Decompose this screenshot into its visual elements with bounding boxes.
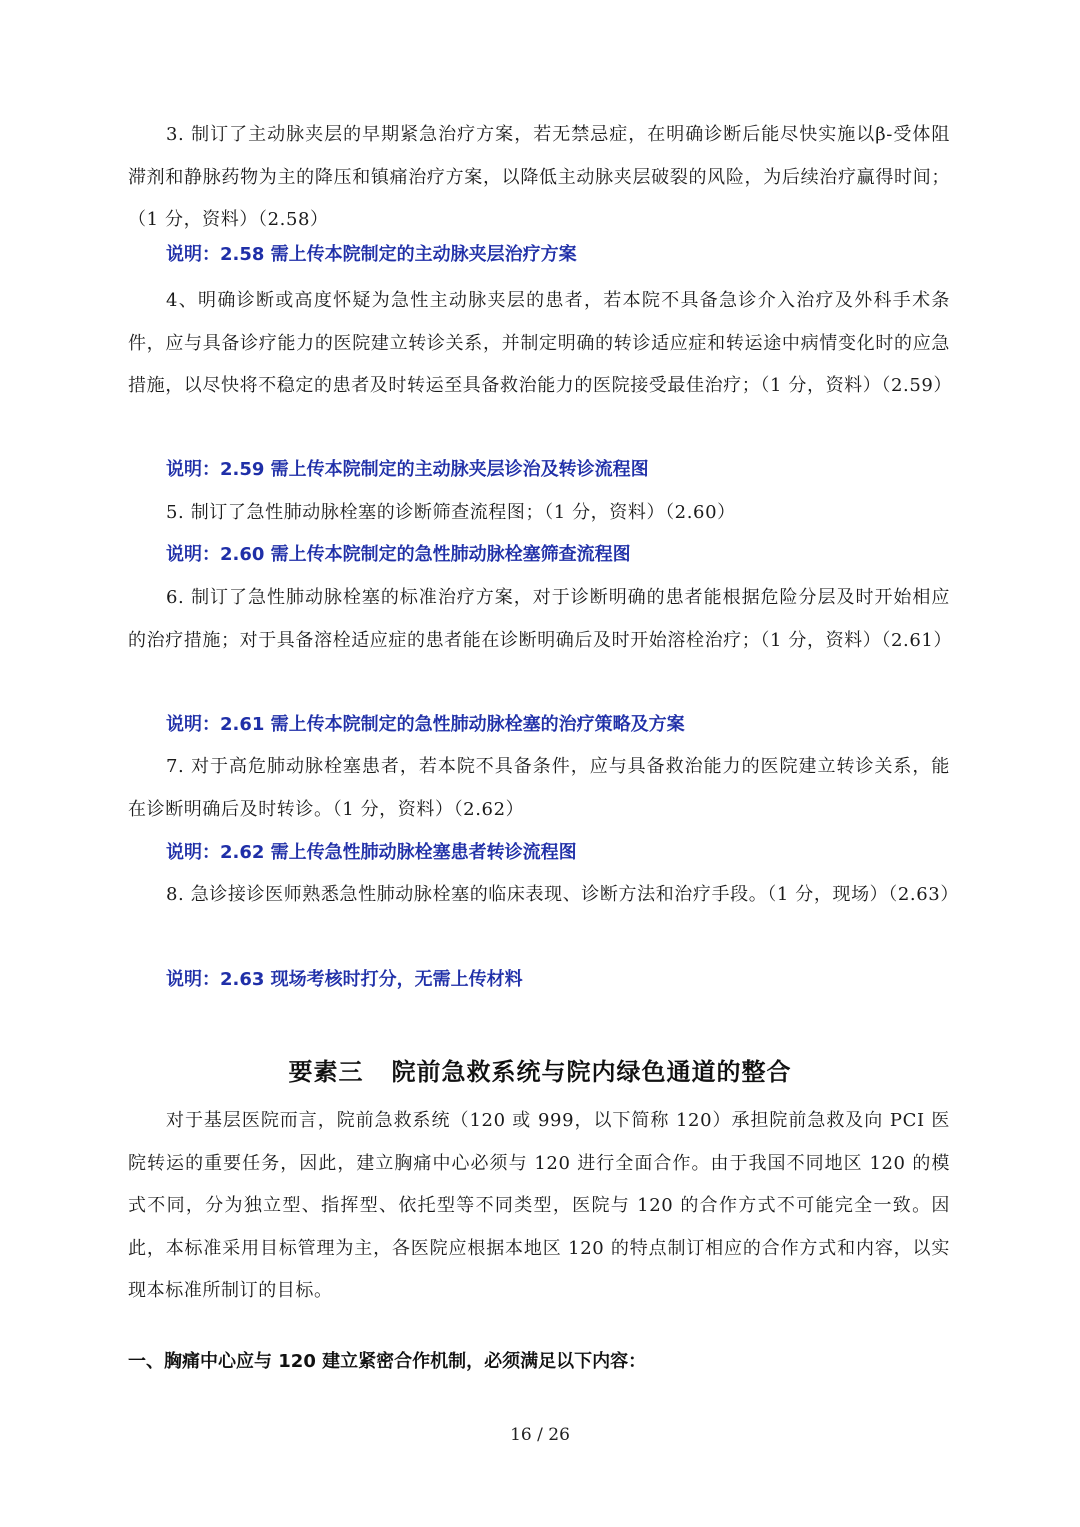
item-2-60-paragraph: 5. 制订了急性肺动脉栓塞的诊断筛查流程图；（1 分，资料）（2.60） (166, 502, 736, 523)
note-2-58: 说明：2.58 需上传本院制定的主动脉夹层治疗方案 (166, 244, 577, 265)
section-title: 院前急救系统与院内绿色通道的整合 (391, 1058, 792, 1086)
item-2-62-paragraph: 7. 对于高危肺动脉栓塞患者，若本院不具备条件，应与具备救治能力的医院建立转诊关系，能在诊断明确后及时转诊。（1 分，资料）（2.62） (128, 756, 950, 820)
note-2-59: 说明：2.59 需上传本院制定的主动脉夹层诊治及转诊流程图 (166, 459, 649, 480)
section-intro-paragraph: 对于基层医院而言，院前急救系统（120 或 999，以下简称 120）承担院前急救及向 PCI 医院转运的重要任务，因此，建立胸痛中心必须与 120 进行全面合作。由于我国不同地区 120 的模式不同，分为独立型、指挥型、依托型等不同类型，医院与 120 的合作方式不可能完全一致。因此，本标准采用目标管理为主，各医院应根据本地区 120 的特点制订相应的合作方式和内容，以实现本标准所制订的目标。 (128, 1110, 950, 1301)
note-2-63: 说明：2.63 现场考核时打分，无需上传材料 (166, 969, 523, 990)
item-2-61-paragraph: 6. 制订了急性肺动脉栓塞的标准治疗方案，对于诊断明确的患者能根据危险分层及时开始相应的治疗措施；对于具备溶栓适应症的患者能在诊断明确后及时开始溶栓治疗；（1 分，资料）（2.61） (128, 587, 953, 651)
item-2-58-paragraph: 3. 制订了主动脉夹层的早期紧急治疗方案，若无禁忌症，在明确诊断后能尽快实施以β-受体阻滞剂和静脉药物为主的降压和镇痛治疗方案，以降低主动脉夹层破裂的风险，为后续治疗赢得时间；（1 分，资料）（2.58） (128, 124, 950, 230)
subsection-heading: 一、胸痛中心应与 120 建立紧密合作机制，必须满足以下内容： (128, 1351, 647, 1372)
item-2-63-paragraph: 8. 急诊接诊医师熟悉急性肺动脉栓塞的临床表现、诊断方法和治疗手段。（1 分，现场）（2.63） (166, 884, 959, 905)
note-2-61: 说明：2.61 需上传本院制定的急性肺动脉栓塞的治疗策略及方案 (166, 714, 685, 735)
note-2-60: 说明：2.60 需上传本院制定的急性肺动脉栓塞筛查流程图 (166, 544, 631, 565)
page-number: 16 / 26 (510, 1425, 570, 1445)
section-label: 要素三 (288, 1058, 364, 1086)
item-2-59-paragraph: 4、明确诊断或高度怀疑为急性主动脉夹层的患者，若本院不具备急诊介入治疗及外科手术条件，应与具备诊疗能力的医院建立转诊关系，并制定明确的转诊适应症和转运途中病情变化时的应急措施，以尽快将不稳定的患者及时转运至具备救治能力的医院接受最佳治疗；（1 分，资料）（2.59） (128, 290, 953, 396)
section-heading (0, 1052, 1080, 1087)
note-2-62: 说明：2.62 需上传急性肺动脉栓塞患者转诊流程图 (166, 842, 577, 863)
